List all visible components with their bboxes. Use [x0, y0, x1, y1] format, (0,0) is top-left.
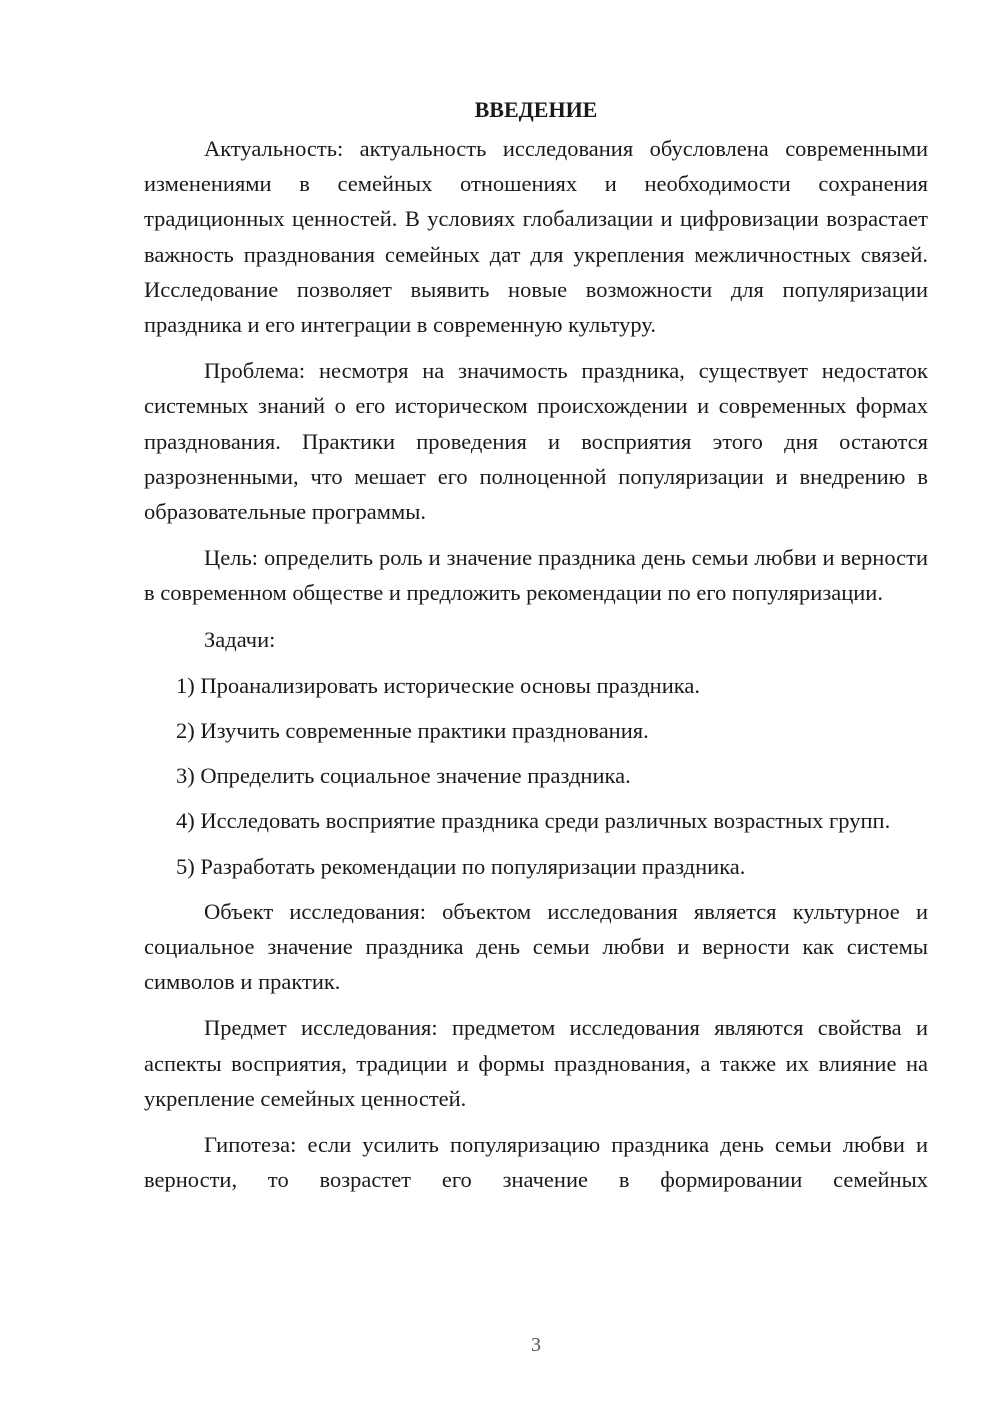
paragraph-goal: Цель: определить роль и значение праздника день семьи любви и верности в современном обществе и предложить рекомендации по его популяризации.: [144, 545, 928, 606]
task-item: 5) Разработать рекомендации по популяризации праздника.: [176, 853, 746, 879]
document-page: [144, 92, 928, 1208]
tasks-heading: Задачи:: [204, 626, 276, 652]
paragraph-object: Объект исследования: объектом исследования является культурное и социальное значение праздника день семьи любви и верности как системы символов и практик.: [144, 898, 928, 995]
paragraph-problem: Проблема: несмотря на значимость праздника, существует недостаток системных знаний о его историческом происхождении и современных формах празднования. Практики проведения и восприятия этого дня остаются разрозненными, что мешает его полноценной популяризации и внедрению в образовательные программы.: [144, 358, 928, 525]
task-item: 4) Исследовать восприятие праздника среди различных возрастных групп.: [176, 808, 891, 834]
section-title: ВВЕДЕНИЕ: [474, 97, 598, 122]
page-number: 3: [531, 1334, 541, 1356]
task-item: 3) Определить социальное значение праздника.: [176, 763, 631, 789]
paragraph-subject: Предмет исследования: предметом исследования являются свойства и аспекты восприятия, традиции и формы празднования, а также их влияние на укрепление семейных ценностей.: [144, 1015, 928, 1111]
task-item: 2) Изучить современные практики празднования.: [176, 718, 649, 744]
task-item: 1) Проанализировать исторические основы праздника.: [176, 672, 700, 698]
paragraph-hypothesis: Гипотеза: если усилить популяризацию праздника день семьи любви и верности, то возрастет его значение в формировании семейных: [144, 1132, 928, 1193]
paragraph-relevance: Актуальность: актуальность исследования обусловлена современными изменениями в семейных отношениях и необходимости сохранения традиционных ценностей. В условиях глобализации и цифровизации возрастает важность празднования семейных дат для укрепления межличностных связей. Исследование позволяет выявить новые возможности для популяризации праздника и его интеграции в современную культуру.: [144, 136, 928, 338]
